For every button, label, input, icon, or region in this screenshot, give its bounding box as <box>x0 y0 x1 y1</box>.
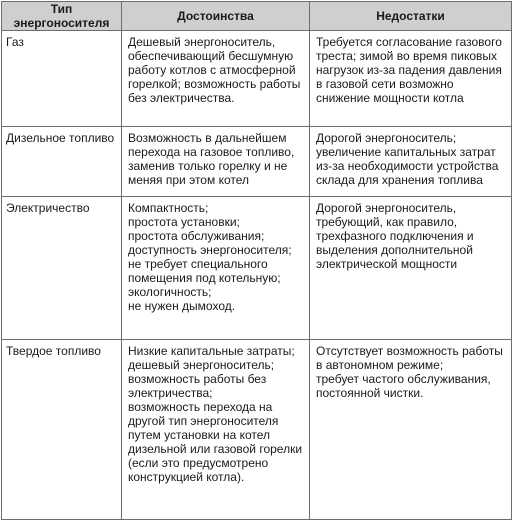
text-line: конструкцией котла). <box>128 470 245 484</box>
text-line: Требуется согласование газового <box>316 35 502 49</box>
text-line: обеспечивающий бесшумную <box>128 49 294 63</box>
text-line: требует частого обслуживания, <box>316 372 491 386</box>
text-line: Дорогой энергоноситель, <box>316 201 457 215</box>
text-line: снижение мощности котла <box>316 91 464 105</box>
text-line: электрической мощности <box>316 257 458 271</box>
disadvantages-cell <box>310 340 512 520</box>
energy-type-cell: Газ <box>2 31 122 127</box>
energy-type-cell: Электричество <box>2 197 122 340</box>
text-line: доступность энергоносителя; <box>128 243 292 257</box>
text-line: экологичность; <box>128 285 212 299</box>
text-line: Дешевый энергоноситель, <box>128 35 276 49</box>
text-line: в газовой сети возможно <box>316 77 454 91</box>
text-line: возможность перехода на <box>128 400 273 414</box>
header-advantages: Достоинства <box>122 2 310 31</box>
text-line: склада для хранения топлива <box>316 173 483 187</box>
text-line: работу котлов с атмосферной <box>128 63 296 77</box>
table-row <box>2 127 512 197</box>
table-row <box>2 340 512 520</box>
text-line: путем установки на котел <box>128 428 271 442</box>
table-row <box>2 31 512 127</box>
text-line: не требует специального <box>128 257 268 271</box>
text-line: дизельной или газовой горелки <box>128 442 303 456</box>
text-line: увеличение капитальных затрат <box>316 145 496 159</box>
energy-type-cell: Твердое топливо <box>2 340 122 520</box>
comparison-table <box>1 1 512 520</box>
text-line: Дорогой энергоноситель; <box>316 131 457 145</box>
text-line: перехода на газовое топливо, <box>128 145 295 159</box>
text-line: трехфазного подключения и <box>316 229 474 243</box>
text-line: меняя при этом котел <box>128 173 250 187</box>
text-line: без электричества. <box>128 91 235 105</box>
advantages-cell <box>122 127 310 197</box>
text-line: дешевый энергоноситель; <box>128 358 275 372</box>
text-line: постоянной чистки. <box>316 386 424 400</box>
text-line: электричества; <box>128 386 213 400</box>
text-line: Возможность в дальнейшем <box>128 131 287 145</box>
header-type: Тип энергоносителя <box>2 2 122 31</box>
text-line: возможность работы без <box>128 372 267 386</box>
text-line: требующий, как правило, <box>316 215 458 229</box>
text-line: треста; зимой во время пиковых <box>316 49 498 63</box>
advantages-cell <box>122 31 310 127</box>
text-line: выделения дополнительной <box>316 243 473 257</box>
text-line: нагрузок из-за падения давления <box>316 63 502 77</box>
header-row <box>2 2 512 31</box>
text-line: не нужен дымоход. <box>128 299 236 313</box>
advantages-cell <box>122 340 310 520</box>
table-row <box>2 197 512 340</box>
text-line: из-за необходимости устройства <box>316 159 499 173</box>
text-line: в автономном режиме; <box>316 358 444 372</box>
header-disadvantages: Недостатки <box>310 2 512 31</box>
text-line: помещения под котельную; <box>128 271 281 285</box>
disadvantages-cell <box>310 31 512 127</box>
text-line: Компактность; <box>128 201 209 215</box>
text-line: другой тип энергоносителя <box>128 414 279 428</box>
energy-type-cell: Дизельное топливо <box>2 127 122 197</box>
text-line: заменив только горелку и не <box>128 159 288 173</box>
text-line: горелкой; возможность работы <box>128 77 301 91</box>
disadvantages-cell <box>310 127 512 197</box>
text-line: простота обслуживания; <box>128 229 265 243</box>
text-line: простота установки; <box>128 215 240 229</box>
text-line: Низкие капитальные затраты; <box>128 344 295 358</box>
text-line: (если это предусмотрено <box>128 456 269 470</box>
advantages-cell <box>122 197 310 340</box>
text-line: Отсутствует возможность работы <box>316 344 503 358</box>
disadvantages-cell <box>310 197 512 340</box>
